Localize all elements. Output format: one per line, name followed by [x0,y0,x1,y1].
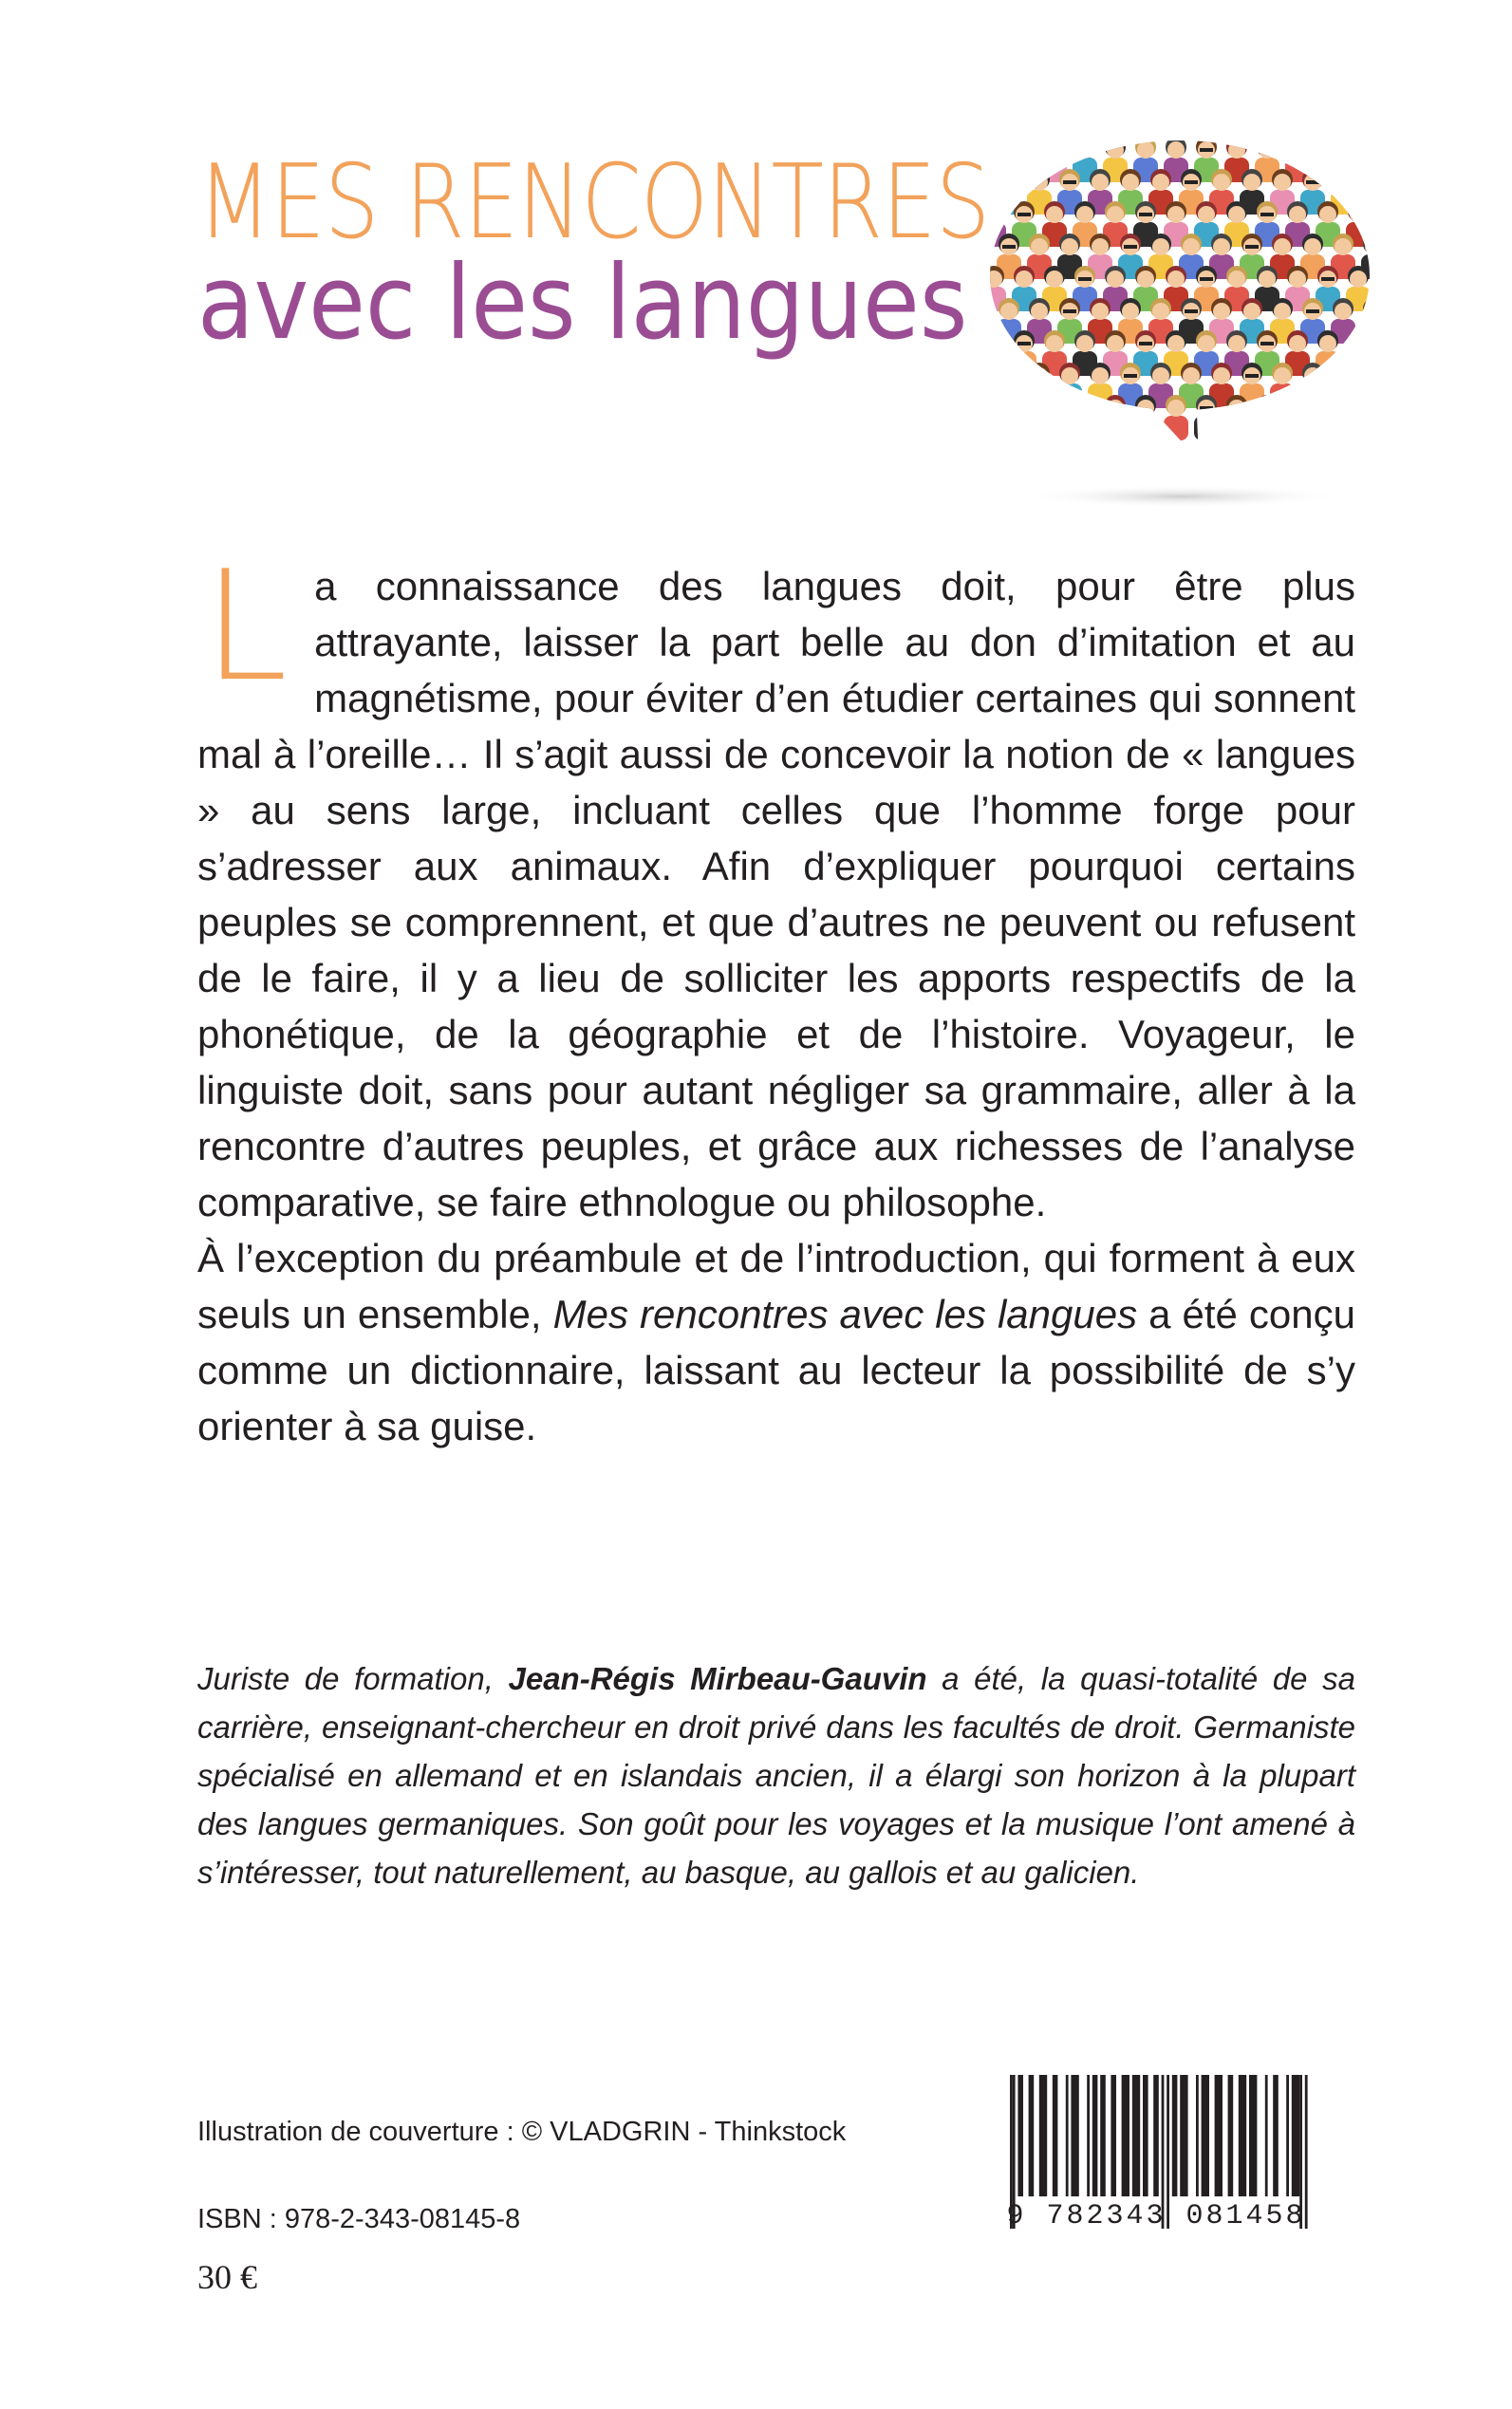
crowd-person-face [1076,400,1093,417]
crowd-person-face [1152,367,1169,384]
crowd-person-face [1122,303,1139,320]
crowd-person-glasses [1002,374,1016,378]
crowd-person-body [1316,416,1340,440]
crowd-person-hair [1287,137,1308,158]
crowd-person-hair [1014,137,1035,158]
crowd-person-face [1183,238,1200,255]
crowd-person-face [1107,335,1124,352]
crowd-person-face [1092,303,1109,320]
crowd-person-hair [999,363,1019,383]
crowd-person-hair [1348,330,1369,351]
barcode-bar [1273,2075,1279,2196]
barcode-bar [1066,2075,1069,2196]
crowd-person-face [1289,400,1306,417]
crowd-person-glasses [1367,374,1380,378]
crowd-person-face [1274,238,1291,255]
crowd-person-body [1346,351,1371,376]
crowd-person-face [1350,206,1367,223]
blurb-paragraph-2 [197,1230,1355,1454]
crowd-person-face [1259,400,1276,417]
barcode-bar [1202,2075,1209,2196]
crowd-person-face [1274,174,1291,191]
crowd-person-face [1228,271,1245,288]
crowd-person-body [1103,416,1128,440]
blurb-paragraph-2-start: À l’exception du préambule et de l’introduction, qui forment à eux seuls un ensemble, [197,1236,1355,1336]
title-line-2: avec les langues [197,244,968,363]
crowd-person-hair [1257,137,1278,158]
crowd-person-face [1076,141,1093,159]
crowd-person-face [1016,271,1033,288]
crowd-person-body [1316,158,1340,182]
crowd-person-body [1316,351,1340,376]
crowd-person-hair [1348,137,1369,158]
crowd-person-body [1133,416,1158,440]
barcode-bar [1132,2075,1140,2196]
crowd-person-hair [983,137,1004,158]
crowd-person-glasses [1078,148,1092,152]
crowd-person-face [1213,238,1230,255]
crowd-person-glasses [1078,277,1092,281]
crowd-person-face [1289,335,1306,352]
illustration-credit: Illustration de couverture : © VLADGRIN - Thinkstock [197,2117,847,2147]
crowd-person-face [1335,174,1352,191]
crowd-person-face [1152,238,1169,255]
crowd-person-body [1361,383,1381,408]
crowd-person-face [1122,174,1139,191]
barcode-bar [1172,2075,1178,2196]
crowd-person-face [985,141,1002,159]
crowd-person-face [1289,271,1306,288]
crowd-person-face [1304,367,1321,384]
crowd-person-face [1350,335,1367,352]
crowd-person-glasses [1306,309,1319,313]
barcode-bar [1153,2075,1159,2196]
crowd-person-face [1046,141,1063,159]
crowd-person-face [1335,303,1352,320]
crowd-person-face [1365,174,1381,191]
crowd-person-hair [1014,395,1035,416]
crowd-person-glasses [1245,374,1259,378]
crowd-person-face [1259,271,1276,288]
crowd-person-face [1092,367,1109,384]
crowd-person-body [1042,416,1067,440]
barcode-bar [1092,2075,1098,2196]
crowd-person-face [1016,400,1033,417]
crowd-person-face [1046,400,1063,417]
barcode-bar [1029,2075,1035,2196]
crowd-person-glasses [1321,277,1335,281]
crowd-person-glasses [1185,180,1198,184]
crowd-person-face [985,206,1002,223]
crowd-person-glasses [1124,374,1137,378]
barcode-bar [1286,2075,1289,2196]
title-line-1: MES RENCONTRES [197,143,990,262]
crowd-person-body [982,416,1006,440]
barcode-bar [1100,2075,1106,2196]
crowd-person-face [1213,367,1230,384]
crowd-person-face [1152,174,1169,191]
crowd-person-body [997,383,1021,408]
crowd-person-face [1335,238,1352,255]
crowd-person-face [1137,141,1154,159]
crowd-person-body [1057,383,1082,408]
crowd-person-face [1274,367,1291,384]
author-name: Jean-Régis Mirbeau-Gauvin [508,1661,927,1696]
author-bio-end: a été, la quasi-totalité de sa carrière, enseignant-chercheur en droit privé dans les facultés de droit. Germaniste spécialisé en allemand et en islandais ancien, il a élargi son horizon à la plupart des langues germaniques. Son goût pour les voyages et la musique l’ont amené à s’intéresser, tout naturellement, au basque, au gallois et au galicien. [197,1661,1355,1890]
blurb-paragraph-1-text: a connaissance des langues doit, pour être plus attrayante, laisser la part belle au don d’imitation et au magnétisme, pour éviter d’en étudier certaines qui sonnent mal à l’oreille… Il s’agit aussi de concevoir la notion de « langues » au sens large, incluant celles que l’homme forge pour s’adresser aux animaux. Afin d’expliquer pourquoi certains peuples se comprennent, et que d’autres ne peuvent ou refusent de le faire, il y a lieu de solliciter les apports respectifs de la phonétique, de la géographie et de l’histoire. Voyageur, le linguiste doit, sans pour autant négliger sa grammaire, aller à la rencontre d’autres peuples, et grâce aux richesses de l’analyse comparative, se faire ethnologue ou philosophe. [197,564,1355,1224]
crowd-person-glasses [1017,342,1031,345]
crowd-person-hair [1105,395,1126,416]
crowd-person-face [1319,206,1336,223]
speech-bubble-crowd-icon [982,133,1381,513]
crowd-person-glasses [1063,309,1076,313]
drop-cap: L [203,537,289,715]
barcode-bar [1196,2075,1199,2196]
crowd-person-body [1027,383,1052,408]
crowd-person-face [1092,174,1109,191]
barcode-bar [1265,2075,1268,2196]
crowd-person-face [1152,303,1169,320]
crowd-person-hair [1333,169,1353,190]
crowd-person-face [1061,367,1078,384]
crowd-person-face [1092,238,1109,255]
barcode-bar [1053,2075,1058,2196]
crowd-faces [982,137,1381,440]
crowd-person-glasses [1017,213,1031,216]
crowd-person-hair [983,395,1004,416]
crowd-person-face [1016,141,1033,159]
barcode [1006,2075,1329,2265]
crowd-person-face [1319,400,1336,417]
book-title-inline: Mes rencontres avec les langues [552,1292,1138,1336]
crowd-person-hair [1333,363,1353,383]
crowd-person-hair [983,330,1004,351]
crowd-person-face [1167,335,1185,352]
crowd-person-body [1361,190,1381,215]
crowd-person-body [1164,416,1188,440]
crowd-person-face [1183,367,1200,384]
barcode-bar [1039,2075,1047,2196]
crowd-person-glasses [1124,245,1137,249]
crowd-person-face [1228,335,1245,352]
crowd-person-body [1012,158,1036,182]
barcode-digits: 9 782343 081458 [1006,2200,1306,2232]
crowd-person-face [1243,174,1260,191]
crowd-person-hair [1348,201,1369,222]
barcode-bar [1228,2075,1234,2196]
crowd-person-hair [1029,363,1050,383]
barcode-bar [1111,2075,1116,2196]
crowd-person-face [1213,303,1230,320]
crowd-person-face [985,335,1002,352]
crowd-person-hair [1348,395,1369,416]
crowd-person-body [1346,416,1371,440]
crowd-person-glasses [1200,277,1213,281]
crowd-person-face [1259,141,1276,159]
crowd-person-hair [999,169,1019,190]
crowd-person-face [1061,238,1078,255]
crowd-person-face [1335,367,1352,384]
crowd-person-face [1350,400,1367,417]
crowd-person-glasses [1139,213,1152,216]
crowd-person-face [1000,367,1017,384]
crowd-person-face [1167,400,1185,417]
crowd-person-body [1224,416,1249,440]
crowd-person-body [1088,383,1112,408]
crowd-person-body [1346,158,1371,182]
crowd-person-body [1240,383,1264,408]
crowd-person-glasses [1200,148,1213,152]
crowd-person-face [985,271,1002,288]
crowd-person-glasses [1260,213,1274,216]
crowd-person-face [1167,206,1185,223]
crowd-person-face [1000,303,1017,320]
crowd-person-glasses [1063,180,1076,184]
price: 30 € [197,2258,257,2296]
crowd-person-face [1365,303,1381,320]
crowd-person-body [1073,416,1097,440]
crowd-person-hair [1044,137,1065,158]
crowd-person-hair [1044,395,1065,416]
crowd-person-face [1289,141,1306,159]
crowd-person-glasses [1078,406,1092,410]
crowd-person-face [1107,271,1124,288]
crowd-person-glasses [1002,245,1016,249]
crowd-person-face [1076,206,1093,223]
crowd-person-glasses [1321,406,1335,410]
crowd-person-hair [983,201,1004,222]
crowd-person-face [1137,271,1154,288]
crowd-person-face [1243,303,1260,320]
barcode-bar [1071,2075,1078,2196]
crowd-person-glasses [1200,406,1213,410]
barcode-bar [1292,2075,1299,2196]
crowd-person-body [1285,416,1310,440]
crowd-person-face [1319,141,1336,159]
blurb-paragraph-1 [197,537,1355,1230]
crowd-person-face [985,400,1002,417]
barcode-bar [1239,2075,1246,2196]
crowd-person-hair [1257,395,1278,416]
crowd-person-face [1046,206,1063,223]
barcode-bar [1017,2075,1023,2196]
crowd-person-face [1274,303,1291,320]
crowd-person-body [982,158,1006,182]
crowd-person-face [1076,335,1093,352]
crowd-person-glasses [1306,180,1319,184]
isbn: ISBN : 978-2-343-08145-8 [197,2204,521,2234]
crowd-person-face [1319,335,1336,352]
crowd-person-face [1213,174,1230,191]
crowd-person-glasses [1321,148,1335,152]
crowd-person-face [1107,206,1124,223]
crowd-person-face [1031,303,1048,320]
crowd-person-hair [1287,395,1308,416]
crowd-person-hair [1363,363,1381,383]
crowd-person-face [1365,367,1381,384]
crowd-person-face [1107,141,1124,159]
crowd-person-hair [1074,395,1095,416]
crowd-person-body [1361,319,1381,344]
barcode-bar [1249,2075,1257,2196]
barcode-bar [1122,2075,1129,2196]
crowd-person-body [1331,383,1355,408]
crowd-person-body [1012,416,1036,440]
crowd-person-face [1031,238,1048,255]
crowd-person-body [982,351,1006,376]
crowd-person-face [1046,271,1063,288]
crowd-person-hair [1317,395,1338,416]
crowd-person-face [1198,206,1215,223]
crowd-person-face [1137,400,1154,417]
barcode-bar [1180,2075,1187,2196]
crowd-person-hair [1074,137,1095,158]
back-cover-blurb [197,537,1355,1454]
crowd-person-hair [1363,233,1381,254]
bubble-shadow [1020,485,1343,508]
crowd-person-face [1350,141,1367,159]
crowd-person-face [1304,238,1321,255]
blurb-paragraph-2-end: a été conçu comme un dictionnaire, laissant au lecteur la possibilité de s’y orienter à sa guise. [197,1292,1355,1448]
crowd-person-face [1046,335,1063,352]
crowd-person-body [1270,383,1295,408]
barcode-bar [1087,2075,1090,2196]
crowd-person-face [1198,335,1215,352]
crowd-person-hair [1317,137,1338,158]
crowd-person-glasses [1185,309,1198,313]
author-biography [197,1654,1355,1896]
crowd-person-glasses [1245,245,1259,249]
crowd-person-face [1289,206,1306,223]
crowd-person-face [1228,206,1245,223]
author-bio-start: Juriste de formation, [197,1661,509,1696]
crowd-person-face [1031,174,1048,191]
crowd-person-body [1194,416,1219,440]
barcode-bar [1143,2075,1148,2196]
crowd-person-face [1228,141,1245,159]
crowd-person-face [1350,271,1367,288]
barcode-bar [1215,2075,1223,2196]
crowd-person-face [1365,238,1381,255]
crowd-person-glasses [1139,342,1152,345]
crowd-person-face [1228,400,1245,417]
crowd-person-face [1167,271,1185,288]
crowd-person-face [1107,400,1124,417]
crowd-person-glasses [1367,245,1380,249]
crowd-person-body [1255,416,1279,440]
crowd-person-body [1300,383,1325,408]
crowd-person-hair [1363,169,1381,190]
crowd-person-face [1031,367,1048,384]
crowd-person-face [1000,174,1017,191]
crowd-person-face [1167,141,1185,159]
crowd-person-glasses [1260,342,1274,345]
crowd-person-body [1012,351,1036,376]
